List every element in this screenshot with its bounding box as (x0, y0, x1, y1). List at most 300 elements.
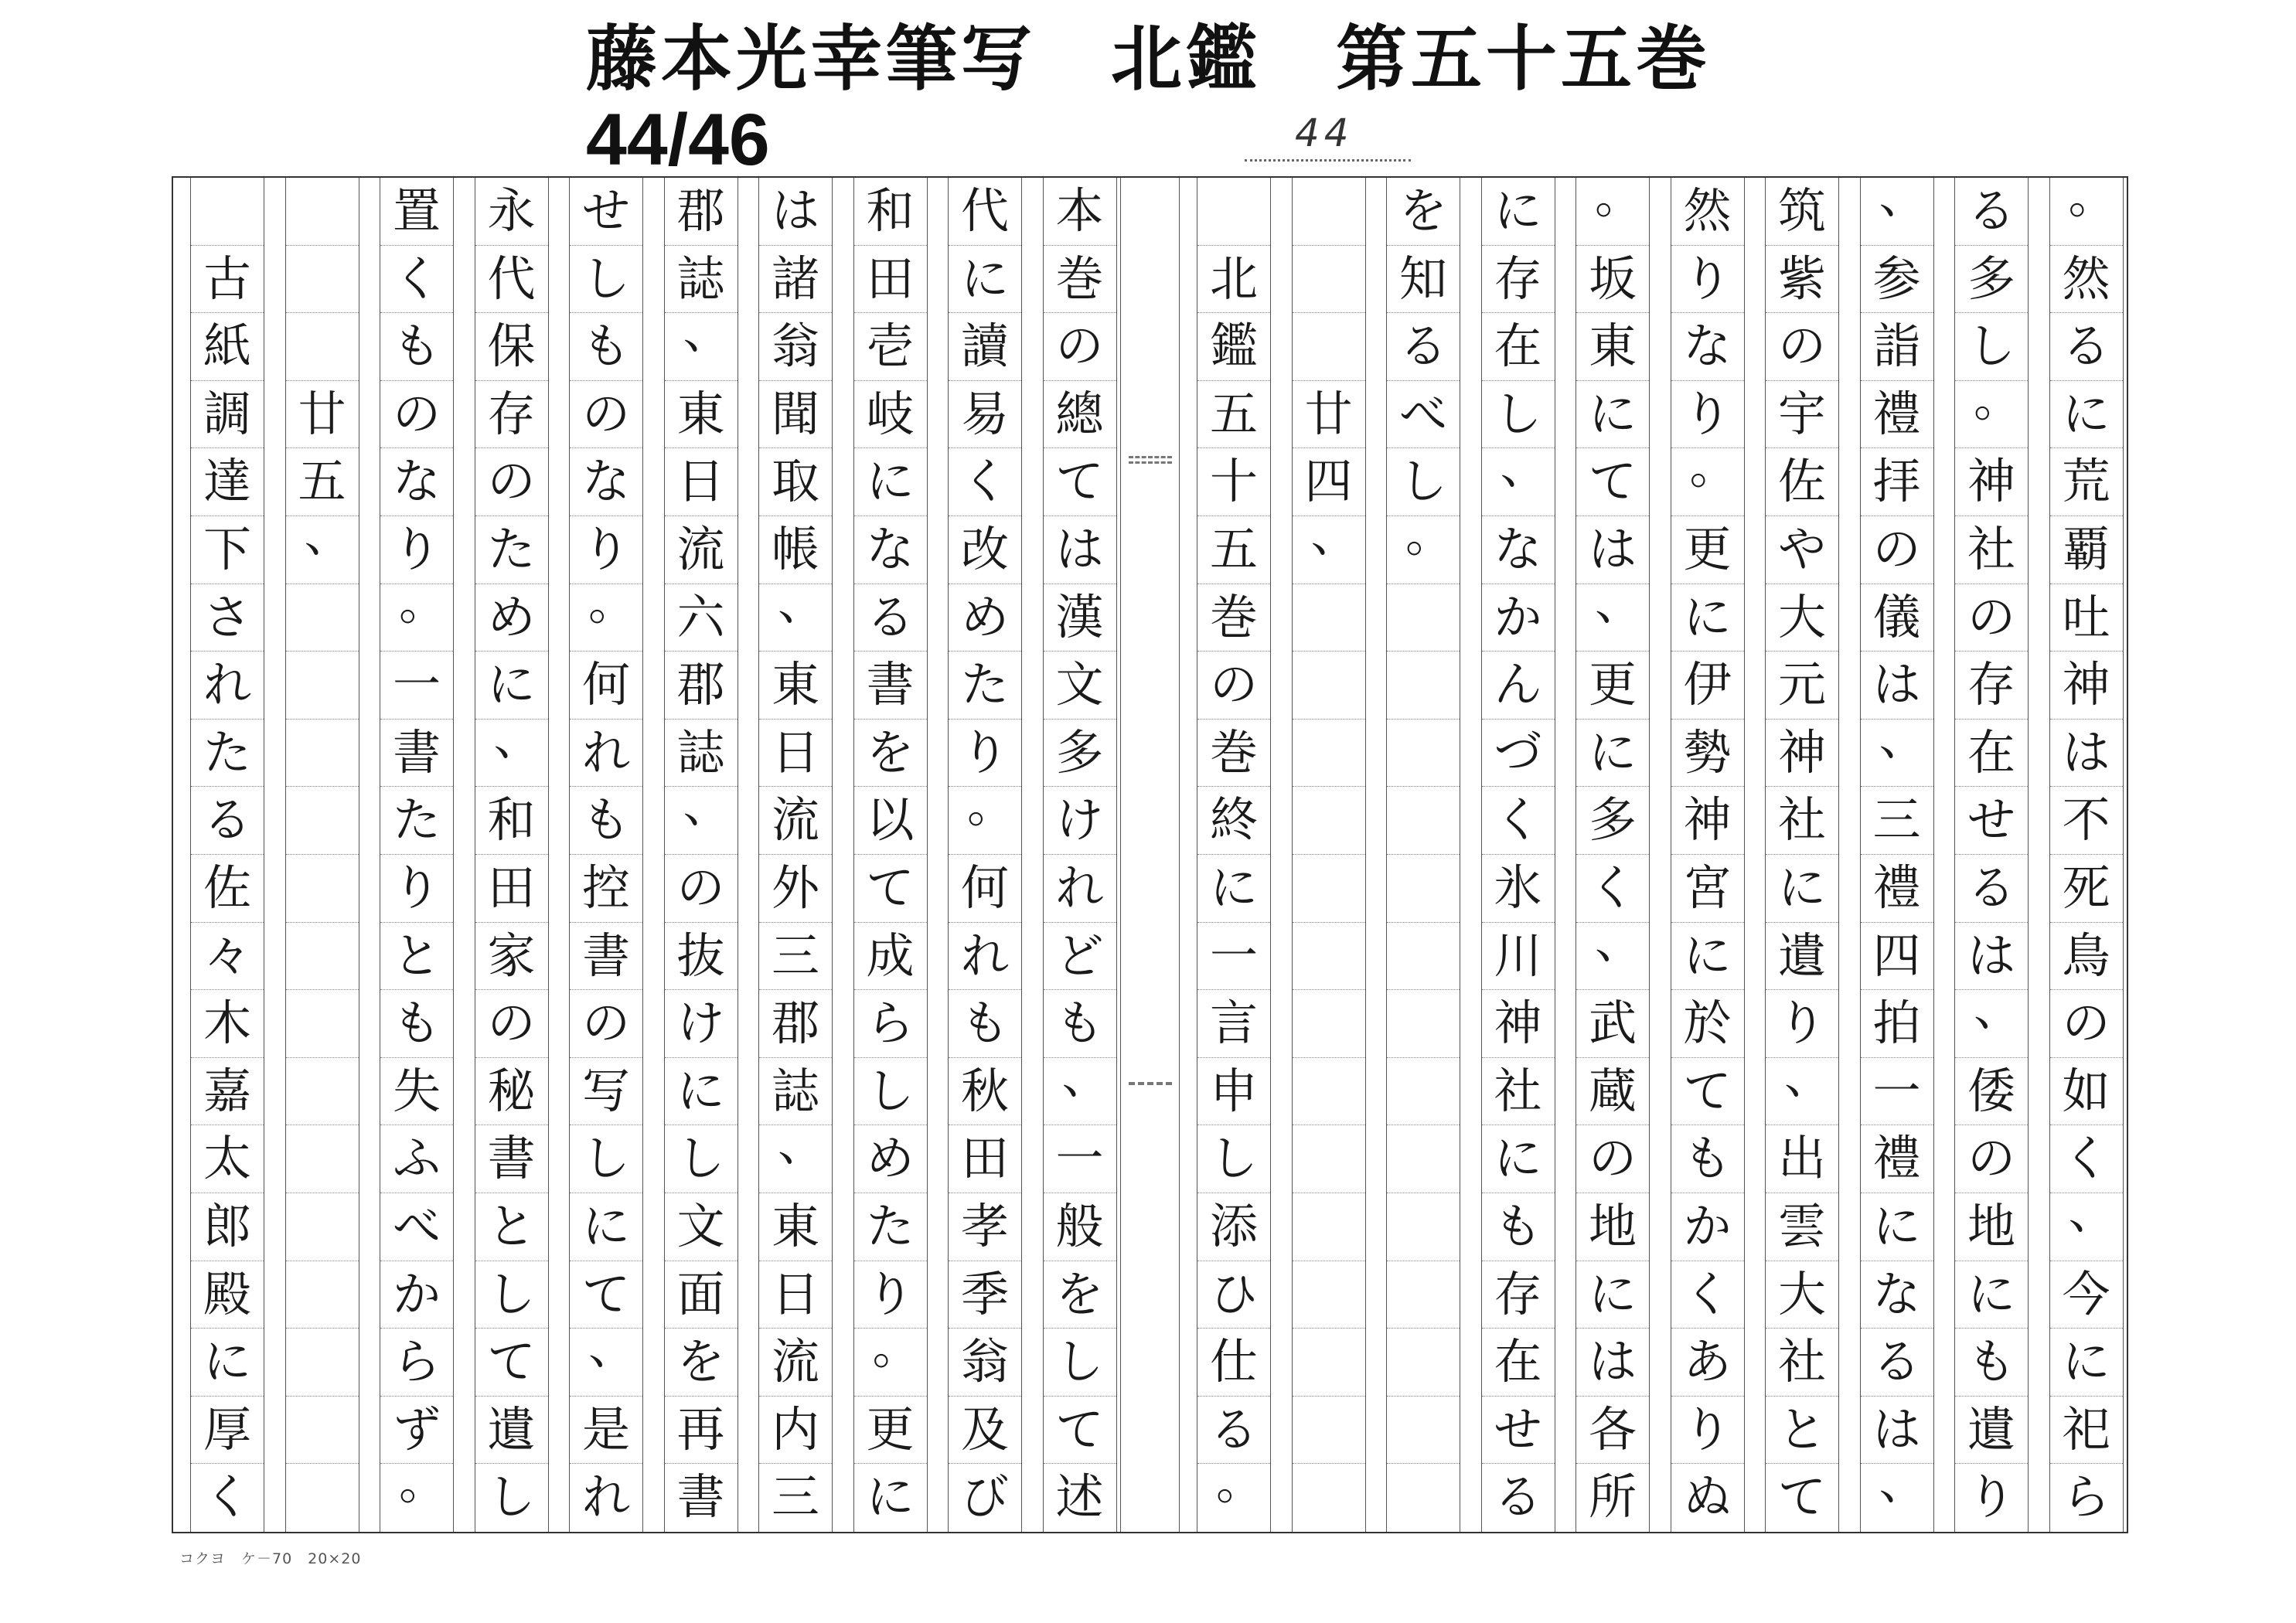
manuscript-char: を (1044, 1261, 1116, 1329)
manuscript-char: 禮 (1861, 381, 1933, 449)
column-text (758, 178, 833, 1532)
manuscript-char: な (1671, 313, 1744, 381)
column-text (664, 178, 738, 1532)
manuscript-char: か (380, 1261, 453, 1329)
manuscript-char: に (1671, 584, 1744, 652)
column-text (380, 178, 454, 1532)
manuscript-char: 本 (1044, 178, 1116, 246)
manuscript-column (1843, 178, 1938, 1532)
manuscript-char: せ (1955, 787, 2028, 855)
manuscript-char: に (1766, 855, 1838, 923)
manuscript-char: 日 (759, 720, 832, 788)
manuscript-char: 大 (1766, 1261, 1838, 1329)
manuscript-char: 坂 (1576, 246, 1649, 314)
manuscript-char: 巻 (1044, 246, 1116, 314)
manuscript-char: 三 (1861, 787, 1933, 855)
manuscript-char: 郡 (665, 652, 738, 720)
manuscript-char: 成 (854, 923, 927, 991)
column-text (1860, 178, 1934, 1532)
manuscript-char: れ (581, 1468, 630, 1526)
manuscript-char: 然 (2050, 246, 2123, 314)
manuscript-char: し (1044, 1329, 1116, 1397)
manuscript-char: 般 (1044, 1193, 1116, 1261)
manuscript-char: し (570, 246, 642, 314)
grid-cell (1293, 923, 1365, 991)
manuscript-char: 家 (475, 923, 548, 991)
grid-cell (1293, 178, 1365, 246)
manuscript-column (1369, 178, 1464, 1532)
manuscript-char: り (1766, 990, 1838, 1058)
manuscript-char: く (2050, 1125, 2123, 1193)
manuscript-char: 郡 (665, 178, 738, 246)
manuscript-char: 在 (1482, 313, 1555, 381)
manuscript-char: か (1482, 584, 1555, 652)
manuscript-char: 漢 (1044, 584, 1116, 652)
grid-cell (286, 313, 359, 381)
manuscript-column (741, 178, 836, 1532)
page-number-underline (1245, 159, 1411, 162)
manuscript-char: と (1766, 1397, 1838, 1465)
manuscript-char: に (475, 652, 548, 720)
grid-cell (286, 652, 359, 720)
manuscript-char: 、 (1766, 1058, 1838, 1126)
manuscript-char: に (2050, 381, 2123, 449)
manuscript-char: 如 (2050, 1058, 2123, 1126)
manuscript-char: め (949, 584, 1021, 652)
manuscript-char: 佐 (191, 855, 264, 923)
manuscript-char: 遺 (475, 1397, 548, 1465)
grid-cell (1293, 1464, 1365, 1532)
manuscript-char: 及 (949, 1397, 1021, 1465)
manuscript-char: て (1044, 448, 1116, 516)
manuscript-char: 、 (1482, 448, 1555, 516)
manuscript-char: の (380, 381, 453, 449)
manuscript-char: 参 (1861, 246, 1933, 314)
manuscript-char: 詣 (1861, 313, 1933, 381)
manuscript-char: し (1482, 381, 1555, 449)
grid-cell (1293, 720, 1365, 788)
manuscript-char: 、 (759, 584, 832, 652)
manuscript-char: 、 (1879, 1464, 1927, 1511)
manuscript-char: 伊 (1671, 652, 1744, 720)
manuscript-char: 多 (1044, 720, 1116, 788)
manuscript-char: は (1044, 516, 1116, 584)
manuscript-char: も (1955, 1329, 2028, 1397)
manuscript-char: 社 (1955, 516, 2028, 584)
manuscript-char: た (380, 787, 453, 855)
manuscript-char: て (1044, 1397, 1116, 1465)
grid-cell (1387, 1261, 1460, 1329)
manuscript-char: 仕 (1197, 1329, 1270, 1397)
manuscript-char: 和 (854, 178, 927, 246)
manuscript-char: け (1044, 787, 1116, 855)
manuscript-char: 面 (665, 1261, 738, 1329)
manuscript-sheet (172, 176, 2128, 1533)
manuscript-char: 存 (1955, 652, 2028, 720)
manuscript-char: 東 (759, 652, 832, 720)
manuscript-char: に (1671, 923, 1744, 991)
manuscript-char: り (380, 516, 453, 584)
column-text (1197, 178, 1271, 1532)
manuscript-char: 。 (854, 1329, 927, 1397)
manuscript-char: り (380, 855, 453, 923)
manuscript-char: 社 (1766, 1329, 1838, 1397)
manuscript-char: 代 (949, 178, 1021, 246)
manuscript-char: く (1482, 787, 1555, 855)
manuscript-char: 失 (380, 1058, 453, 1126)
manuscript-char: 内 (759, 1397, 832, 1465)
manuscript-char: な (380, 448, 453, 516)
manuscript-char: 元 (1766, 652, 1838, 720)
manuscript-char: 三 (759, 923, 832, 991)
manuscript-char: 書 (676, 1468, 725, 1526)
grid-cell (286, 1058, 359, 1126)
manuscript-char: 調 (191, 381, 264, 449)
manuscript-char: 鑑 (1197, 313, 1270, 381)
manuscript-char: る (2050, 313, 2123, 381)
manuscript-column (1937, 178, 2032, 1532)
manuscript-char: 殿 (191, 1261, 264, 1329)
manuscript-char: 廿 (1293, 381, 1365, 449)
grid-cell (1293, 1329, 1365, 1397)
manuscript-char: く (380, 246, 453, 314)
grid-cell (1387, 1329, 1460, 1397)
manuscript-char: 遺 (1766, 923, 1838, 991)
manuscript-char: し (665, 1125, 738, 1193)
manuscript-char: る (1387, 313, 1460, 381)
manuscript-char: の (1861, 516, 1933, 584)
manuscript-char: の (1576, 1125, 1649, 1193)
manuscript-char: り (1671, 246, 1744, 314)
manuscript-char: ど (1044, 923, 1116, 991)
manuscript-char: 於 (1671, 990, 1744, 1058)
manuscript-char: て (1671, 1058, 1744, 1126)
grid-cell (286, 1329, 359, 1397)
manuscript-char: に (1861, 1193, 1933, 1261)
manuscript-char: ず (380, 1397, 453, 1465)
manuscript-char: 流 (665, 516, 738, 584)
manuscript-char: と (475, 1193, 548, 1261)
manuscript-char: 、 (1576, 923, 1649, 991)
manuscript-char: も (570, 787, 642, 855)
manuscript-char: り (949, 720, 1021, 788)
manuscript-char: 日 (759, 1261, 832, 1329)
manuscript-char: の (1955, 584, 2028, 652)
manuscript-char: 。 (1387, 516, 1460, 584)
manuscript-char: く (203, 1468, 251, 1526)
grid-cell (286, 1125, 359, 1193)
manuscript-char: 易 (949, 381, 1021, 449)
manuscript-char: 写 (570, 1058, 642, 1126)
column-text (1954, 178, 2029, 1532)
manuscript-char: 、 (2050, 1193, 2123, 1261)
grid-cell (1387, 855, 1460, 923)
manuscript-char: て (570, 1261, 642, 1329)
manuscript-char: 荒 (2050, 448, 2123, 516)
grid-cell (1293, 652, 1365, 720)
manuscript-char: 。 (1671, 448, 1744, 516)
manuscript-char: ら (854, 990, 927, 1058)
manuscript-char: 宮 (1671, 855, 1744, 923)
manuscript-char: り (1671, 381, 1744, 449)
manuscript-char: 一 (380, 652, 453, 720)
manuscript-char: づ (1482, 720, 1555, 788)
manuscript-char: り (1967, 1468, 2015, 1526)
grid-cell (286, 923, 359, 991)
manuscript-char: 。 (398, 1464, 447, 1511)
manuscript-char: に (854, 448, 927, 516)
manuscript-column (363, 178, 458, 1532)
manuscript-char: 東 (1576, 313, 1649, 381)
grid-cell (1387, 1058, 1460, 1126)
manuscript-char: て (854, 855, 927, 923)
manuscript-char: 、 (286, 516, 359, 584)
manuscript-char: の (1955, 1125, 2028, 1193)
manuscript-char: 書 (570, 923, 642, 991)
manuscript-char: 改 (949, 516, 1021, 584)
manuscript-char: 嘉 (191, 1058, 264, 1126)
manuscript-char: 季 (949, 1261, 1021, 1329)
manuscript-char: る (854, 584, 927, 652)
manuscript-char: 雲 (1766, 1193, 1838, 1261)
grid-cell (1387, 652, 1460, 720)
manuscript-char: 和 (475, 787, 548, 855)
manuscript-char: に (866, 1468, 915, 1526)
manuscript-char: 抜 (665, 923, 738, 991)
manuscript-char: 郎 (191, 1193, 264, 1261)
manuscript-char: は (1576, 1329, 1649, 1397)
manuscript-char: に (570, 1193, 642, 1261)
column-text (569, 178, 643, 1532)
manuscript-char: 氷 (1482, 855, 1555, 923)
grid-cell (286, 1464, 359, 1532)
manuscript-char: 勢 (1671, 720, 1744, 788)
manuscript-char: し (475, 1261, 548, 1329)
manuscript-char: る (1955, 178, 2028, 246)
manuscript-char: 北 (1197, 246, 1270, 314)
fold-mark (1129, 456, 1172, 464)
manuscript-char: 聞 (759, 381, 832, 449)
manuscript-char: 存 (475, 381, 548, 449)
manuscript-char: は (2050, 720, 2123, 788)
manuscript-char: 帳 (759, 516, 832, 584)
grid-cell (1387, 1125, 1460, 1193)
manuscript-char: な (1861, 1261, 1933, 1329)
document-title: 藤本光幸筆写 北鑑 第五十五巻 (586, 20, 1712, 99)
handwritten-page-number: 44 (1295, 111, 1354, 155)
manuscript-char: れ (191, 652, 264, 720)
manuscript-char: さ (191, 584, 264, 652)
manuscript-char: 、 (1293, 516, 1365, 584)
manuscript-char: は (1955, 923, 2028, 991)
center-fold (1120, 178, 1180, 1532)
manuscript-char: 宇 (1766, 381, 1838, 449)
manuscript-char: れ (949, 923, 1021, 991)
grid-cell (1387, 923, 1460, 991)
manuscript-char: 佐 (1766, 448, 1838, 516)
manuscript-char: 秘 (475, 1058, 548, 1126)
manuscript-char: 筑 (1766, 178, 1838, 246)
manuscript-char: に (1576, 1261, 1649, 1329)
column-text (1043, 178, 1117, 1532)
manuscript-column (836, 178, 932, 1532)
manuscript-char: 遺 (1955, 1397, 2028, 1465)
manuscript-char: 、 (759, 1125, 832, 1193)
grid-cell (1293, 855, 1365, 923)
manuscript-column (931, 178, 1026, 1532)
manuscript-char: 、 (570, 1329, 642, 1397)
manuscript-char: せ (570, 178, 642, 246)
grid-cell (1293, 1397, 1365, 1465)
manuscript-char: に (1482, 178, 1555, 246)
manuscript-char: 添 (1197, 1193, 1270, 1261)
manuscript-char: 巻 (1197, 720, 1270, 788)
manuscript-char: 々 (191, 923, 264, 991)
paper-label: コクヨ ケ－70 20×20 (179, 1550, 362, 1567)
manuscript-char: も (380, 990, 453, 1058)
manuscript-char: る (1197, 1397, 1270, 1465)
manuscript-char: ひ (1197, 1261, 1270, 1329)
grid-cell (1293, 246, 1365, 314)
manuscript-column (1464, 178, 1559, 1532)
manuscript-char: に (1576, 381, 1649, 449)
manuscript-char: 。 (380, 584, 453, 652)
manuscript-char: て (1576, 448, 1649, 516)
manuscript-char: 代 (475, 246, 548, 314)
column-text (190, 178, 264, 1532)
manuscript-char: 翁 (949, 1329, 1021, 1397)
manuscript-char: 以 (854, 787, 927, 855)
manuscript-char: り (570, 516, 642, 584)
manuscript-char: 東 (759, 1193, 832, 1261)
manuscript-char: 壱 (854, 313, 927, 381)
manuscript-char: の (570, 990, 642, 1058)
manuscript-char: ふ (380, 1125, 453, 1193)
manuscript-char: 神 (1766, 720, 1838, 788)
right-page (1180, 178, 2127, 1532)
manuscript-char: 拍 (1861, 990, 1933, 1058)
manuscript-char: く (1671, 1261, 1744, 1329)
column-text (1765, 178, 1839, 1532)
manuscript-char: の (475, 990, 548, 1058)
manuscript-char: 知 (1387, 246, 1460, 314)
manuscript-char: 蔵 (1576, 1058, 1649, 1126)
manuscript-char: 五 (1197, 516, 1270, 584)
grid-cell (286, 178, 359, 246)
manuscript-char: に (1197, 855, 1270, 923)
grid-cell (1387, 1464, 1460, 1532)
manuscript-char: 武 (1576, 990, 1649, 1058)
manuscript-char: 木 (191, 990, 264, 1058)
manuscript-char: 多 (1955, 246, 2028, 314)
manuscript-column (1180, 178, 1275, 1532)
manuscript-char: 然 (1671, 178, 1744, 246)
manuscript-char: 所 (1588, 1468, 1637, 1526)
manuscript-char: な (1482, 516, 1555, 584)
manuscript-char: し (1197, 1125, 1270, 1193)
manuscript-char: 六 (665, 584, 738, 652)
manuscript-char: 流 (759, 787, 832, 855)
manuscript-char: 誌 (665, 720, 738, 788)
manuscript-char: 秋 (949, 1058, 1021, 1126)
column-text (1481, 178, 1555, 1532)
grid-cell (1293, 990, 1365, 1058)
manuscript-char: し (1387, 448, 1460, 516)
manuscript-char: た (854, 1193, 927, 1261)
manuscript-char: 言 (1197, 990, 1270, 1058)
manuscript-char: に (665, 1058, 738, 1126)
manuscript-char: 大 (1766, 584, 1838, 652)
manuscript-char: 田 (949, 1125, 1021, 1193)
manuscript-char: 、 (475, 720, 548, 788)
manuscript-char: れ (570, 720, 642, 788)
page-counter: 44/46 (586, 99, 770, 181)
manuscript-char: 地 (1955, 1193, 2028, 1261)
grid-cell (1293, 787, 1365, 855)
manuscript-char: は (1861, 1397, 1933, 1465)
manuscript-char: 置 (380, 178, 453, 246)
manuscript-char: 紫 (1766, 246, 1838, 314)
manuscript-char: 神 (1671, 787, 1744, 855)
manuscript-char: ん (1482, 652, 1555, 720)
manuscript-char: も (1044, 990, 1116, 1058)
manuscript-char: を (854, 720, 927, 788)
manuscript-char: は (759, 178, 832, 246)
manuscript-char: 四 (1293, 448, 1365, 516)
manuscript-char: 誌 (665, 246, 738, 314)
manuscript-char: 禮 (1861, 1125, 1933, 1193)
manuscript-char: 神 (2050, 652, 2123, 720)
manuscript-char: の (2050, 990, 2123, 1058)
manuscript-char: 在 (1482, 1329, 1555, 1397)
manuscript-char: 何 (570, 652, 642, 720)
manuscript-char: は (1576, 516, 1649, 584)
grid-cell (286, 787, 359, 855)
manuscript-char: 出 (1766, 1125, 1838, 1193)
manuscript-char: べ (380, 1193, 453, 1261)
manuscript-char: 誌 (759, 1058, 832, 1126)
manuscript-char: 讀 (949, 313, 1021, 381)
manuscript-char: し (487, 1468, 536, 1526)
grid-cell (286, 1397, 359, 1465)
manuscript-char: た (191, 720, 264, 788)
manuscript-char: 。 (2050, 178, 2123, 246)
manuscript-char: 。 (1955, 381, 2028, 449)
manuscript-char: て (475, 1329, 548, 1397)
manuscript-char: 五 (1197, 381, 1270, 449)
manuscript-char: 下 (191, 516, 264, 584)
grid-cell (286, 990, 359, 1058)
grid-cell (1197, 178, 1270, 246)
manuscript-char: る (1494, 1468, 1542, 1526)
manuscript-char: 一 (1197, 923, 1270, 991)
manuscript-char: 文 (665, 1193, 738, 1261)
manuscript-char: る (1955, 855, 2028, 923)
manuscript-char: に (949, 246, 1021, 314)
manuscript-column (2032, 178, 2127, 1532)
manuscript-char: 保 (475, 313, 548, 381)
manuscript-char: 孝 (949, 1193, 1021, 1261)
grid-cell (286, 855, 359, 923)
grid-cell (1387, 584, 1460, 652)
manuscript-char: 達 (191, 448, 264, 516)
manuscript-char: 控 (570, 855, 642, 923)
manuscript-char: 總 (1044, 381, 1116, 449)
fold-mark (1129, 1082, 1172, 1087)
grid-cell (286, 584, 359, 652)
manuscript-char: 書 (854, 652, 927, 720)
manuscript-char: る (1861, 1329, 1933, 1397)
